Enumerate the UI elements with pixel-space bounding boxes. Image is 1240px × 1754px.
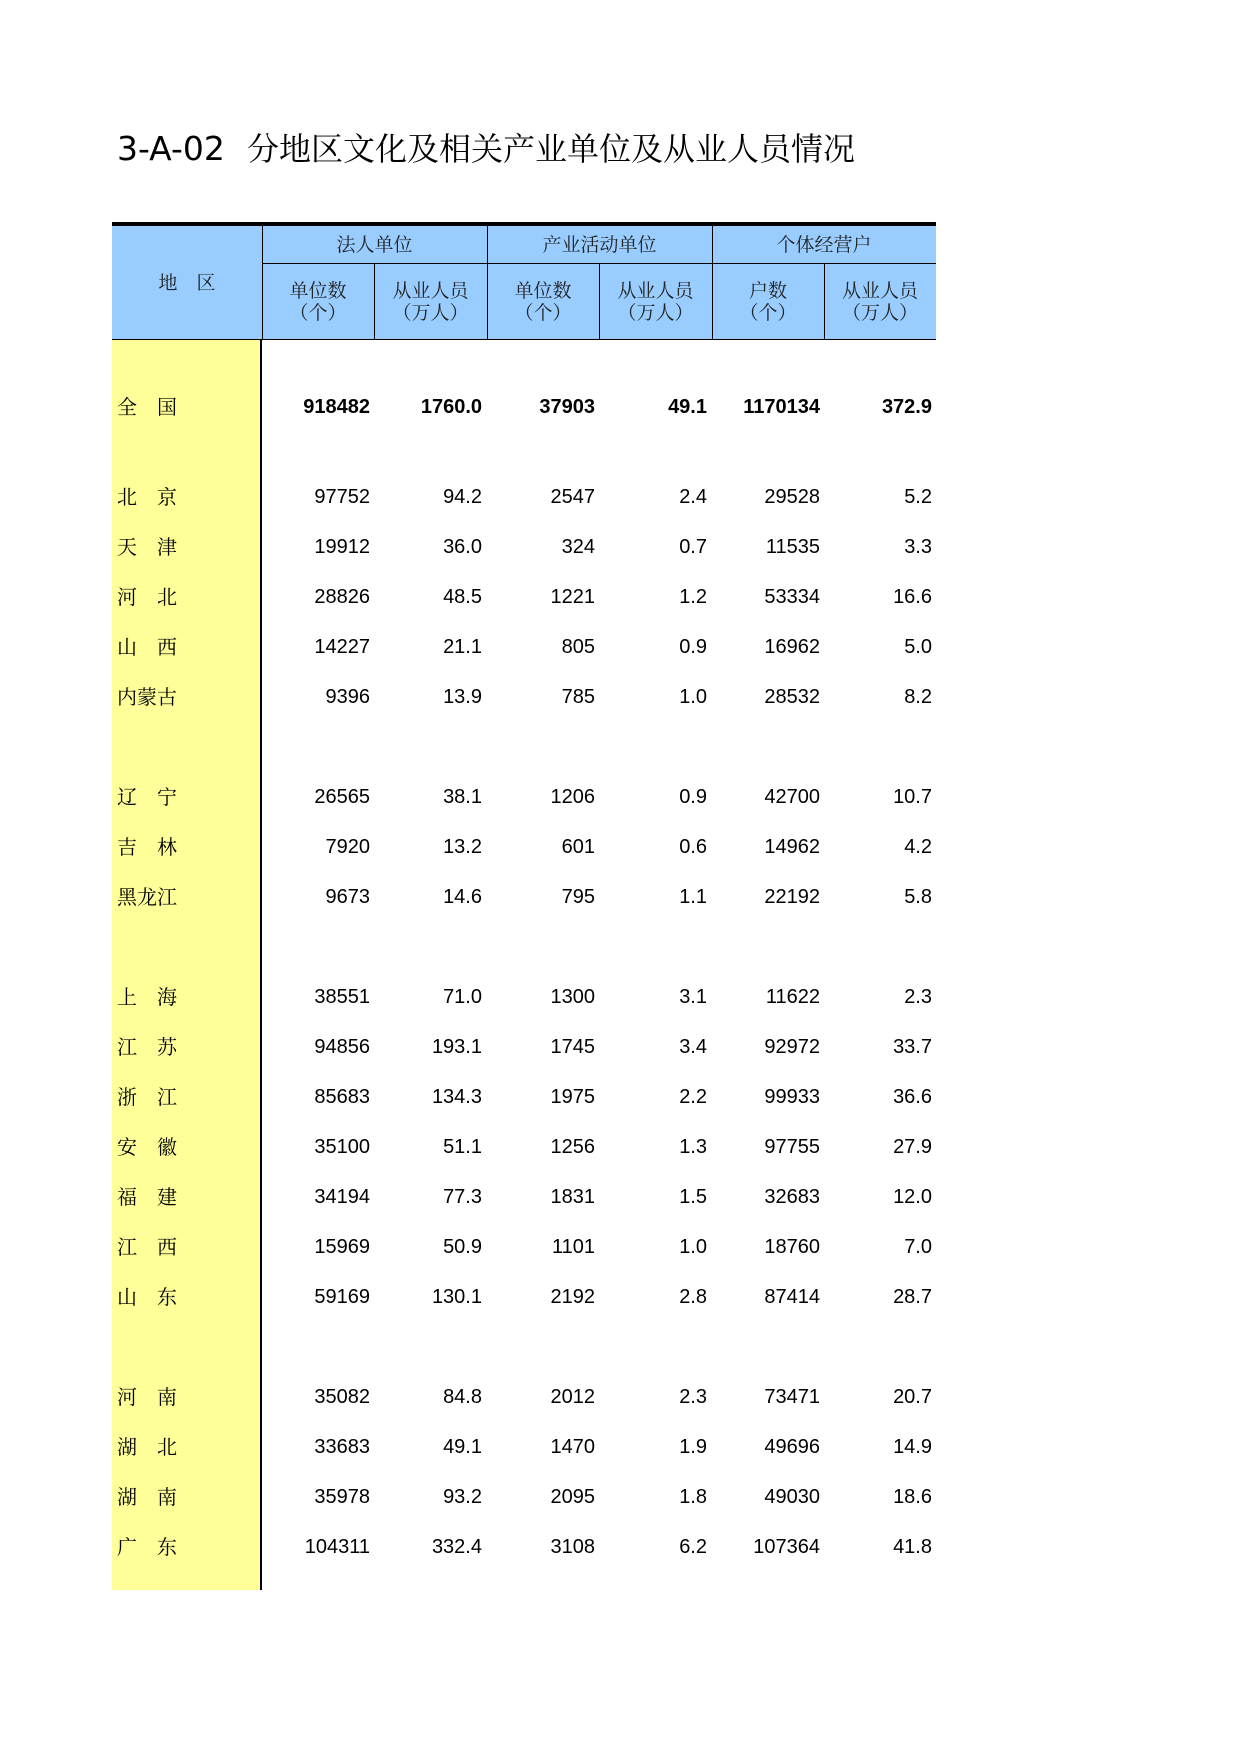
table-row bbox=[112, 1372, 936, 1422]
header-col-1-line1: 单位数 bbox=[289, 280, 347, 302]
header-col-1 bbox=[262, 264, 374, 340]
region-name: 湖 北 bbox=[117, 1435, 177, 1459]
region-name: 全 国 bbox=[117, 395, 177, 419]
table-cell: 16962 bbox=[764, 636, 820, 658]
table-cell: 1.8 bbox=[679, 1486, 707, 1508]
table-cell: 14.9 bbox=[893, 1436, 932, 1458]
header-col-3 bbox=[487, 264, 599, 340]
table-cell: 601 bbox=[561, 836, 595, 858]
header-vline bbox=[712, 226, 713, 340]
table-cell: 1.2 bbox=[679, 586, 707, 608]
table-row bbox=[112, 1122, 936, 1172]
table-cell: 1.5 bbox=[679, 1186, 707, 1208]
table-cell: 41.8 bbox=[893, 1536, 932, 1558]
header-col-4 bbox=[599, 264, 712, 340]
table-header bbox=[112, 222, 936, 340]
table-cell: 92972 bbox=[764, 1036, 820, 1058]
header-col-6 bbox=[824, 264, 936, 340]
table-cell: 16.6 bbox=[893, 586, 932, 608]
table-cell: 795 bbox=[561, 886, 595, 908]
table-cell: 0.9 bbox=[679, 636, 707, 658]
region-name: 黑龙江 bbox=[117, 885, 177, 909]
table-row bbox=[112, 1072, 936, 1122]
header-col-5 bbox=[712, 264, 824, 340]
table-cell: 85683 bbox=[314, 1086, 370, 1108]
table-cell: 26565 bbox=[314, 786, 370, 808]
table-cell: 8.2 bbox=[904, 686, 932, 708]
header-col-6-line1: 从业人员 bbox=[841, 280, 918, 302]
table-cell: 42700 bbox=[764, 786, 820, 808]
table-cell: 33683 bbox=[314, 1436, 370, 1458]
table-title: 分地区文化及相关产业单位及从业人员情况 bbox=[246, 130, 855, 168]
table-row bbox=[112, 472, 936, 522]
page-title bbox=[117, 124, 855, 170]
header-group-legal: 法人单位 bbox=[336, 233, 413, 256]
region-name: 福 建 bbox=[117, 1185, 177, 1209]
table-row bbox=[112, 1522, 936, 1572]
table-cell: 130.1 bbox=[431, 1286, 482, 1308]
table-cell: 107364 bbox=[753, 1536, 820, 1558]
table-cell: 97752 bbox=[314, 486, 370, 508]
table-cell: 2.8 bbox=[679, 1286, 707, 1308]
table-cell: 11535 bbox=[765, 536, 820, 558]
region-name: 吉 林 bbox=[117, 835, 177, 859]
table-cell: 28826 bbox=[314, 586, 370, 608]
table-row-total bbox=[112, 382, 936, 432]
table-cell: 38551 bbox=[314, 986, 370, 1008]
table-cell: 3.1 bbox=[679, 986, 707, 1008]
table-row bbox=[112, 672, 936, 722]
region-name: 北 京 bbox=[117, 485, 177, 509]
header-col-5-line2: （个） bbox=[739, 302, 797, 324]
table-cell: 18.6 bbox=[893, 1486, 932, 1508]
region-name: 安 徽 bbox=[117, 1135, 177, 1159]
region-name: 河 北 bbox=[117, 585, 177, 609]
table-cell: 19912 bbox=[314, 536, 370, 558]
region-name: 上 海 bbox=[117, 985, 177, 1009]
region-name: 浙 江 bbox=[117, 1085, 177, 1109]
table-cell: 2.3 bbox=[904, 986, 932, 1008]
table-cell: 13.2 bbox=[443, 836, 482, 858]
table-cell: 1170134 bbox=[743, 396, 820, 418]
table-cell: 49.1 bbox=[443, 1436, 482, 1458]
header-col-3-line1: 单位数 bbox=[514, 280, 572, 302]
table-cell: 49696 bbox=[764, 1436, 820, 1458]
header-group-activity: 产业活动单位 bbox=[542, 233, 657, 256]
table-cell: 28532 bbox=[764, 686, 820, 708]
table-cell: 36.0 bbox=[443, 536, 482, 558]
table-cell: 29528 bbox=[764, 486, 820, 508]
table-cell: 2192 bbox=[550, 1286, 595, 1308]
table-cell: 11622 bbox=[765, 986, 820, 1008]
region-name: 江 苏 bbox=[117, 1035, 177, 1059]
region-name: 河 南 bbox=[117, 1385, 177, 1409]
table-cell: 324 bbox=[561, 536, 595, 558]
table-cell: 5.8 bbox=[904, 886, 932, 908]
table-cell: 0.9 bbox=[679, 786, 707, 808]
header-col-6-line2: （万人） bbox=[841, 302, 918, 324]
table-cell: 87414 bbox=[764, 1286, 820, 1308]
table-cell: 53334 bbox=[764, 586, 820, 608]
table-cell: 38.1 bbox=[443, 786, 482, 808]
table-row bbox=[112, 972, 936, 1022]
table-cell: 84.8 bbox=[443, 1386, 482, 1408]
table-cell: 5.0 bbox=[904, 636, 932, 658]
table-cell: 1975 bbox=[550, 1086, 595, 1108]
region-name: 江 西 bbox=[117, 1235, 177, 1259]
table-cell: 94856 bbox=[314, 1036, 370, 1058]
header-col-5-line1: 户数 bbox=[748, 280, 787, 302]
table-cell: 50.9 bbox=[443, 1236, 482, 1258]
table-cell: 1206 bbox=[550, 786, 595, 808]
table-cell: 93.2 bbox=[443, 1486, 482, 1508]
table-cell: 71.0 bbox=[443, 986, 482, 1008]
table-cell: 918482 bbox=[303, 396, 370, 418]
header-vline bbox=[599, 263, 600, 340]
table-cell: 372.9 bbox=[881, 396, 932, 418]
table-cell: 1221 bbox=[550, 586, 595, 608]
table-cell: 18760 bbox=[764, 1236, 820, 1258]
table-cell: 2012 bbox=[550, 1386, 595, 1408]
table-cell: 37903 bbox=[539, 396, 595, 418]
table-row bbox=[112, 1172, 936, 1222]
table-cell: 36.6 bbox=[893, 1086, 932, 1108]
header-region: 地 区 bbox=[158, 272, 216, 294]
table-row bbox=[112, 1022, 936, 1072]
table-row bbox=[112, 822, 936, 872]
region-name: 山 东 bbox=[117, 1285, 177, 1309]
table-cell: 12.0 bbox=[893, 1186, 932, 1208]
table-row bbox=[112, 872, 936, 922]
table-cell: 1.1 bbox=[679, 886, 707, 908]
table-cell: 104311 bbox=[304, 1536, 370, 1558]
table-cell: 785 bbox=[561, 686, 595, 708]
table-cell: 3.3 bbox=[904, 536, 932, 558]
table-cell: 14227 bbox=[314, 636, 370, 658]
table-cell: 1.0 bbox=[679, 1236, 707, 1258]
header-col-4-line1: 从业人员 bbox=[617, 280, 694, 302]
table-cell: 97755 bbox=[764, 1136, 820, 1158]
table-cell: 14962 bbox=[764, 836, 820, 858]
table-cell: 15969 bbox=[314, 1236, 370, 1258]
table-cell: 2.3 bbox=[679, 1386, 707, 1408]
table-cell: 20.7 bbox=[893, 1386, 932, 1408]
table-cell: 134.3 bbox=[431, 1086, 482, 1108]
table-cell: 7.0 bbox=[904, 1236, 932, 1258]
table-cell: 77.3 bbox=[443, 1186, 482, 1208]
table-cell: 14.6 bbox=[443, 886, 482, 908]
region-name: 天 津 bbox=[117, 535, 177, 559]
table-cell: 1.9 bbox=[679, 1436, 707, 1458]
header-col-4-line2: （万人） bbox=[617, 302, 694, 324]
table-cell: 28.7 bbox=[893, 1286, 932, 1308]
header-vline bbox=[262, 226, 263, 340]
table-cell: 49.1 bbox=[668, 396, 707, 418]
region-name: 辽 宁 bbox=[117, 785, 177, 809]
header-col-2-line2: （万人） bbox=[392, 302, 469, 324]
header-col-2 bbox=[374, 264, 487, 340]
header-group-individual: 个体经营户 bbox=[776, 233, 872, 256]
table-cell: 2095 bbox=[550, 1486, 595, 1508]
table-cell: 2.4 bbox=[679, 486, 707, 508]
table-cell: 51.1 bbox=[443, 1136, 482, 1158]
table-cell: 22192 bbox=[764, 886, 820, 908]
table-cell: 5.2 bbox=[904, 486, 932, 508]
table-cell: 1101 bbox=[551, 1236, 595, 1258]
table-cell: 10.7 bbox=[893, 786, 932, 808]
table-cell: 805 bbox=[561, 636, 595, 658]
table-cell: 59169 bbox=[314, 1286, 370, 1308]
table-cell: 9396 bbox=[325, 686, 370, 708]
table-cell: 1760.0 bbox=[420, 396, 482, 418]
table-cell: 9673 bbox=[325, 886, 370, 908]
table-cell: 7920 bbox=[325, 836, 370, 858]
table-cell: 99933 bbox=[764, 1086, 820, 1108]
table-cell: 2547 bbox=[550, 486, 595, 508]
table-cell: 6.2 bbox=[679, 1536, 707, 1558]
table-row bbox=[112, 622, 936, 672]
table-cell: 27.9 bbox=[893, 1136, 932, 1158]
region-name: 广 东 bbox=[117, 1535, 177, 1559]
table-cell: 13.9 bbox=[443, 686, 482, 708]
table-row bbox=[112, 1472, 936, 1522]
table-cell: 3.4 bbox=[679, 1036, 707, 1058]
table-cell: 1.0 bbox=[679, 686, 707, 708]
table-cell: 94.2 bbox=[443, 486, 482, 508]
table-cell: 2.2 bbox=[679, 1086, 707, 1108]
header-col-3-line2: （个） bbox=[514, 302, 572, 324]
region-name: 湖 南 bbox=[117, 1485, 177, 1509]
table-cell: 21.1 bbox=[443, 636, 482, 658]
region-name: 内蒙古 bbox=[117, 685, 177, 709]
header-vline bbox=[487, 226, 488, 340]
table-row bbox=[112, 1422, 936, 1472]
table-cell: 1300 bbox=[550, 986, 595, 1008]
table-cell: 3108 bbox=[550, 1536, 595, 1558]
table-cell: 0.6 bbox=[679, 836, 707, 858]
table-cell: 1.3 bbox=[679, 1136, 707, 1158]
table-row bbox=[112, 572, 936, 622]
table-row bbox=[112, 1272, 936, 1322]
table-cell: 35978 bbox=[314, 1486, 370, 1508]
table-row bbox=[112, 1222, 936, 1272]
table-row bbox=[112, 772, 936, 822]
table-cell: 32683 bbox=[764, 1186, 820, 1208]
table-cell: 0.7 bbox=[679, 536, 707, 558]
table-cell: 193.1 bbox=[431, 1036, 482, 1058]
table-cell: 4.2 bbox=[904, 836, 932, 858]
table-row bbox=[112, 522, 936, 572]
table-body bbox=[112, 340, 936, 1590]
region-name: 山 西 bbox=[117, 635, 177, 659]
table-cell: 1256 bbox=[550, 1136, 595, 1158]
table-cell: 35082 bbox=[314, 1386, 370, 1408]
table-cell: 35100 bbox=[314, 1136, 370, 1158]
table-cell: 48.5 bbox=[443, 586, 482, 608]
table-cell: 1745 bbox=[550, 1036, 595, 1058]
table-cell: 1470 bbox=[550, 1436, 595, 1458]
table-code: 3-A-02 bbox=[117, 129, 225, 168]
table-cell: 73471 bbox=[764, 1386, 820, 1408]
header-vline bbox=[374, 263, 375, 340]
table-cell: 49030 bbox=[764, 1486, 820, 1508]
header-vline bbox=[824, 263, 825, 340]
table-cell: 1831 bbox=[550, 1186, 595, 1208]
table-cell: 34194 bbox=[314, 1186, 370, 1208]
header-col-2-line1: 从业人员 bbox=[392, 280, 469, 302]
table-cell: 332.4 bbox=[431, 1536, 482, 1558]
table-cell: 33.7 bbox=[893, 1036, 932, 1058]
header-col-1-line2: （个） bbox=[289, 302, 347, 324]
